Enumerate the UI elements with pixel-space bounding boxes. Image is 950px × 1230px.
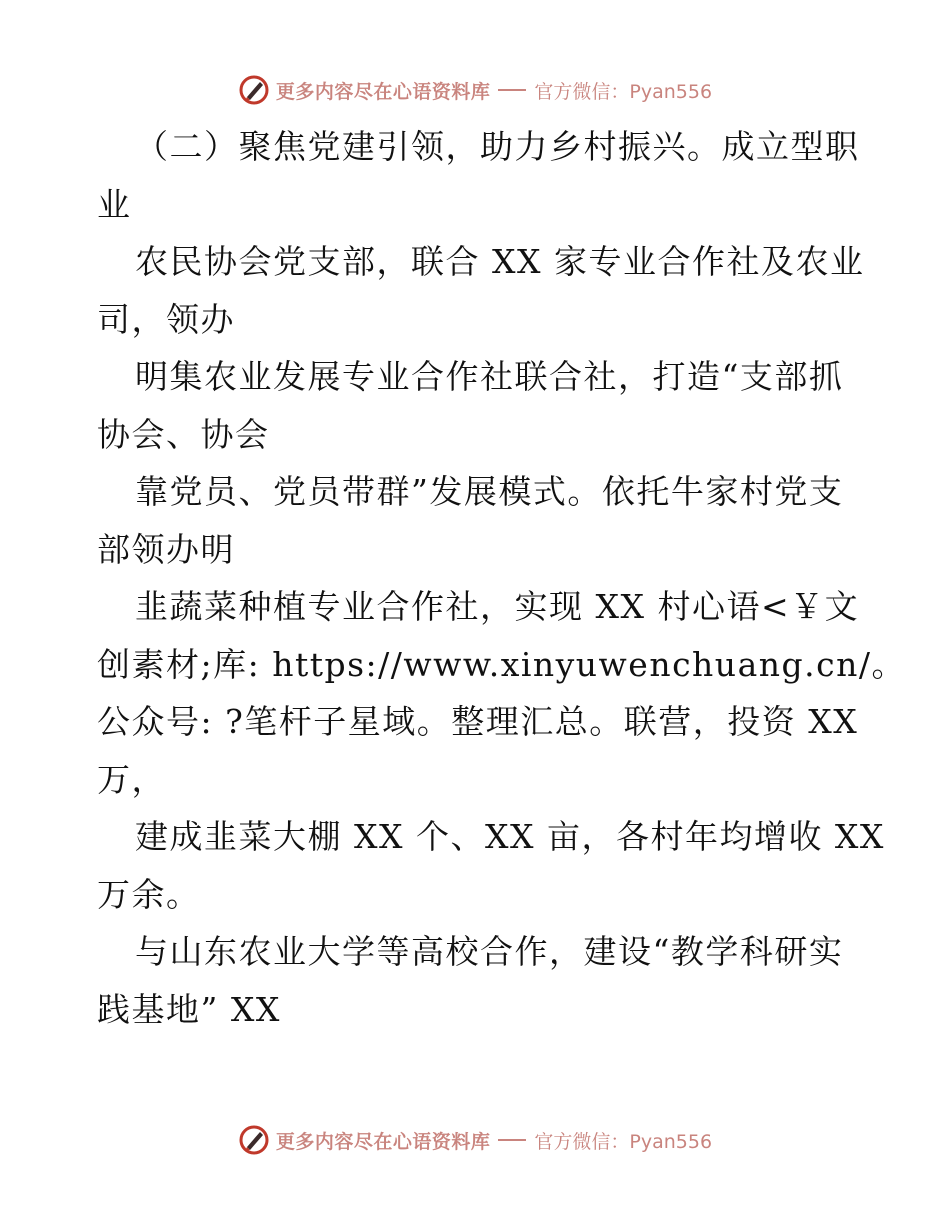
- header-watermark: [0, 70, 950, 110]
- pen-logo-icon: [238, 74, 270, 106]
- header-brand-text: 更多内容尽在心语资料库: [275, 80, 491, 103]
- pen-logo-icon: [238, 1124, 270, 1156]
- body-line: 与山东农业大学等高校合作，建设“教学科研实: [135, 932, 844, 971]
- body-line: 明集农业发展专业合作社联合社，打造“支部抓: [135, 357, 844, 396]
- body-line: 司，领办: [97, 299, 235, 339]
- body-line: 协会、协会: [97, 414, 270, 454]
- footer-wechat-text: 官方微信：Pyan556: [534, 1130, 713, 1153]
- header-dash: [498, 89, 526, 91]
- document-body: [97, 118, 906, 1038]
- body-line: 创素材;库: https://www.xinyuwenchuang.cn/。: [97, 644, 906, 684]
- body-line: 业: [97, 184, 132, 224]
- footer-watermark: [0, 1120, 950, 1160]
- body-line: 靠党员、党员带群”发展模式。依托牛家村党支: [135, 472, 844, 511]
- body-line: 万，: [97, 759, 166, 799]
- body-line: 公众号: ?笔杆子星域。整理汇总。联营，投资 XX: [97, 702, 859, 741]
- body-line: （二）聚焦党建引领，助力乡村振兴。成立型职: [135, 127, 860, 166]
- body-line: 韭蔬菜种植专业合作社，实现 XX 村心语<￥文: [135, 587, 860, 626]
- body-line: 万余。: [97, 874, 201, 914]
- footer-brand-text: 更多内容尽在心语资料库: [275, 1130, 491, 1153]
- body-line: 践基地” XX: [97, 989, 281, 1029]
- header-wechat-text: 官方微信：Pyan556: [534, 80, 713, 103]
- body-line: 部领办明: [97, 529, 235, 569]
- body-line: 农民协会党支部，联合 XX 家专业合作社及农业: [135, 242, 865, 281]
- body-line: 建成韭菜大棚 XX 个、XX 亩，各村年均增收 XX: [135, 817, 885, 856]
- footer-dash: [498, 1139, 526, 1141]
